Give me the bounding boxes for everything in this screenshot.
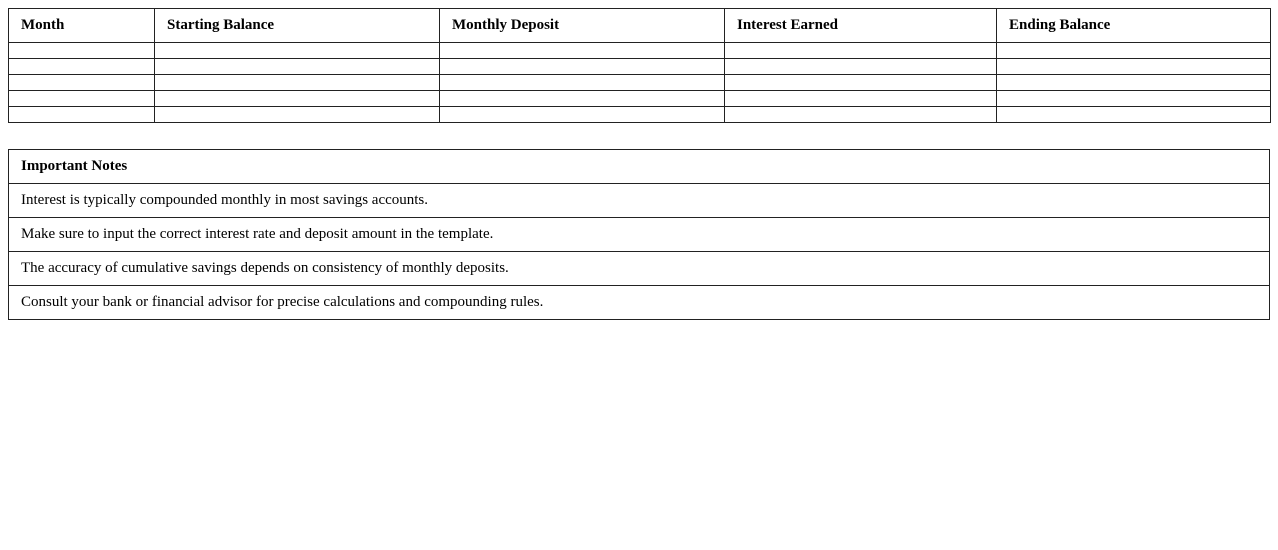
table-row [9,59,1271,75]
cell-interest-earned[interactable] [725,91,997,107]
cell-month[interactable] [9,59,155,75]
cell-ending-balance[interactable] [997,59,1271,75]
note-row [9,184,1270,218]
cell-starting-balance[interactable] [155,91,440,107]
table-row [9,107,1271,123]
note-item: Make sure to input the correct interest rate and deposit amount in the template. [9,218,1270,252]
cell-interest-earned[interactable] [725,59,997,75]
cell-starting-balance[interactable] [155,59,440,75]
cell-ending-balance[interactable] [997,75,1271,91]
note-row [9,218,1270,252]
cell-ending-balance[interactable] [997,107,1271,123]
notes-header-row [9,150,1270,184]
cell-starting-balance[interactable] [155,75,440,91]
cell-starting-balance[interactable] [155,43,440,59]
cell-monthly-deposit[interactable] [440,107,725,123]
cell-month[interactable] [9,91,155,107]
cell-month[interactable] [9,107,155,123]
cell-monthly-deposit[interactable] [440,91,725,107]
note-row [9,252,1270,286]
cell-month[interactable] [9,75,155,91]
cell-monthly-deposit[interactable] [440,43,725,59]
note-row [9,286,1270,320]
header-ending-balance: Ending Balance [997,9,1271,43]
header-interest-earned: Interest Earned [725,9,997,43]
table-row [9,75,1271,91]
header-monthly-deposit: Monthly Deposit [440,9,725,43]
cell-monthly-deposit[interactable] [440,59,725,75]
table-row [9,43,1271,59]
note-item: The accuracy of cumulative savings depends on consistency of monthly deposits. [9,252,1270,286]
cell-monthly-deposit[interactable] [440,75,725,91]
cell-interest-earned[interactable] [725,107,997,123]
notes-table [8,149,1270,320]
header-starting-balance: Starting Balance [155,9,440,43]
note-item: Interest is typically compounded monthly in most savings accounts. [9,184,1270,218]
table-row [9,91,1271,107]
cell-month[interactable] [9,43,155,59]
cell-interest-earned[interactable] [725,43,997,59]
cell-ending-balance[interactable] [997,91,1271,107]
cell-starting-balance[interactable] [155,107,440,123]
header-month: Month [9,9,155,43]
notes-title: Important Notes [9,150,1270,184]
cell-interest-earned[interactable] [725,75,997,91]
header-row [9,9,1271,43]
savings-table [8,8,1271,123]
note-item: Consult your bank or financial advisor for precise calculations and compounding rules. [9,286,1270,320]
cell-ending-balance[interactable] [997,43,1271,59]
